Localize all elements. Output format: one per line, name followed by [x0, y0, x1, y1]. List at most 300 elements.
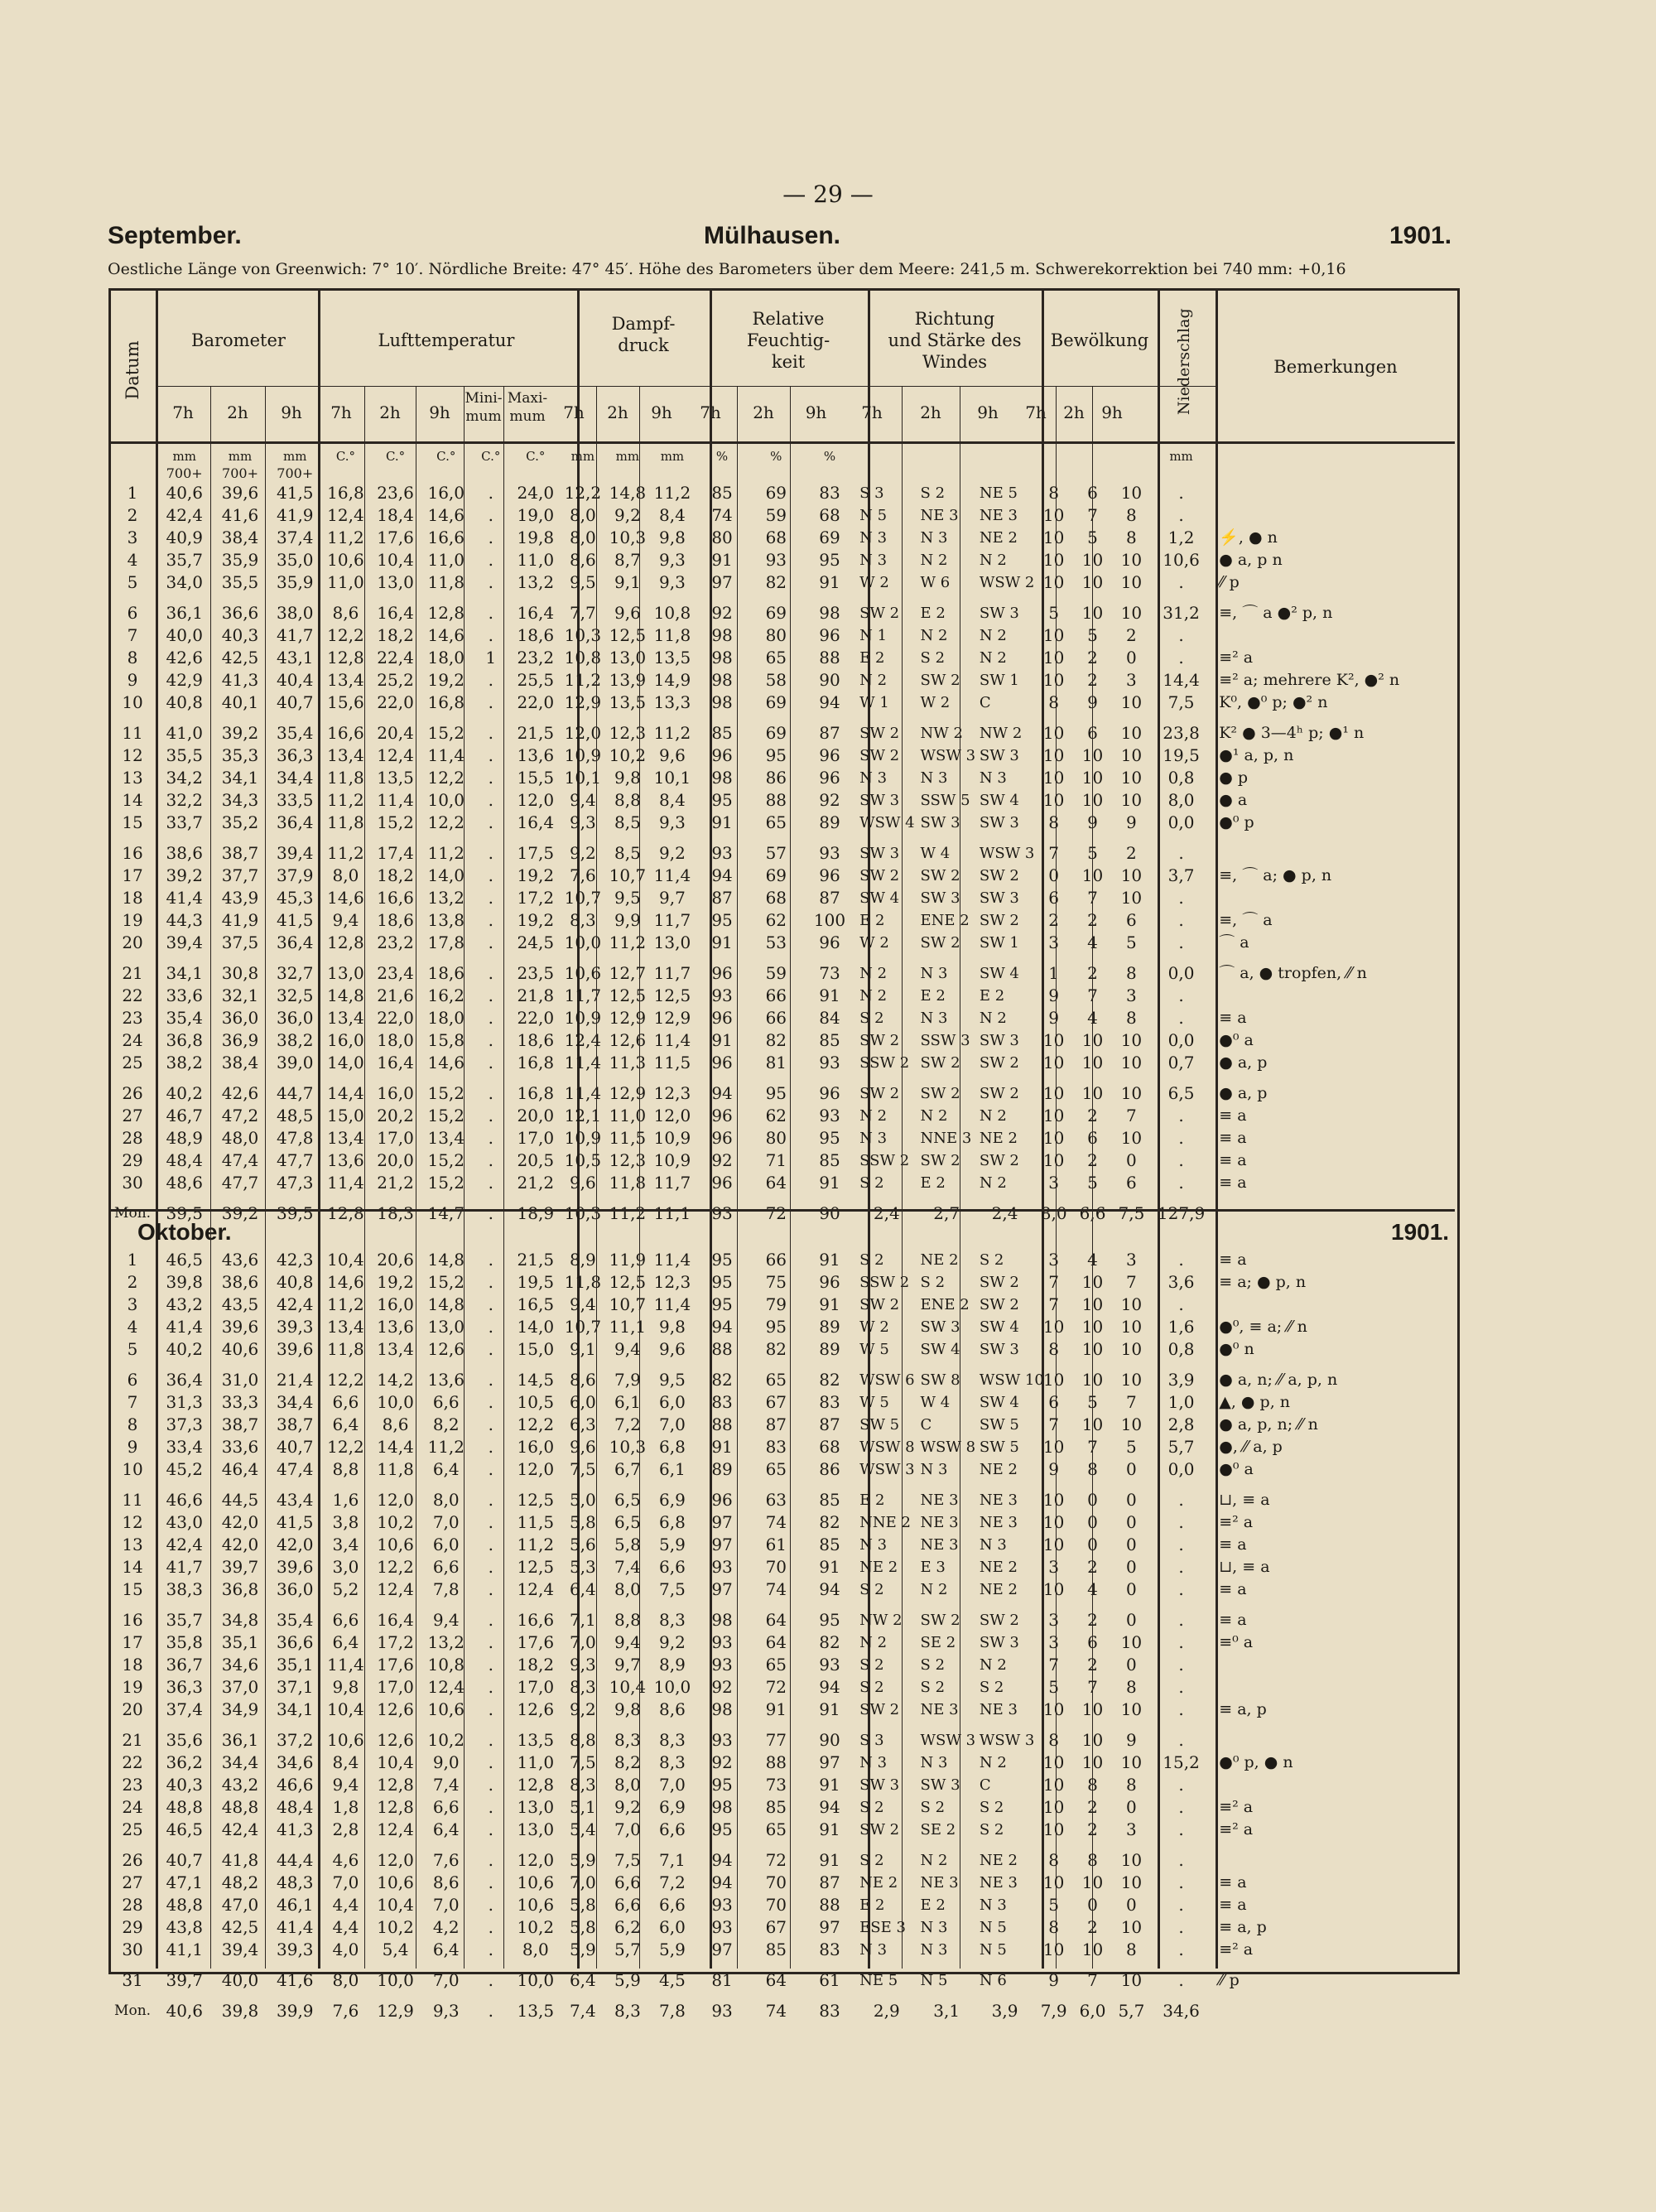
sept-cell-bem: ● a, p [1219, 1053, 1268, 1072]
okt-cell-t7: 2,8 [332, 1819, 359, 1839]
okt-cell-f7: 95 [711, 1250, 733, 1270]
sept-cell-nied: 6,5 [1167, 1083, 1195, 1103]
sept-day-row [108, 985, 1455, 1007]
okt-cell-t9: 6,0 [432, 1535, 460, 1554]
sept-cell-d9: 11,2 [653, 483, 691, 503]
sept-cell-datum: 19 [122, 910, 143, 930]
okt-cell-t2: 10,6 [377, 1535, 414, 1554]
okt-cell-tmin: . [488, 1459, 493, 1479]
okt-cell-w7: WSW 6 [859, 1371, 915, 1389]
sept-cell-w7: S 3 [859, 484, 884, 502]
okt-cell-w2: NE 3 [920, 1514, 959, 1531]
okt-cell-nied: . [1178, 1677, 1184, 1697]
sept-cell-datum: 27 [122, 1106, 143, 1125]
okt-cell-nied: . [1178, 1917, 1184, 1937]
sept-cell-b7: 33,6 [166, 986, 203, 1005]
okt-cell-tmax: 16,6 [517, 1610, 555, 1630]
okt-table [108, 1249, 1455, 2022]
sept-cell-b2: 36,0 [221, 1008, 259, 1028]
okt-cell-tmax: 8,0 [522, 1940, 549, 1959]
sept-cell-b9: 41,5 [277, 483, 314, 503]
sept-cell-c7: 10 [1042, 1150, 1065, 1170]
okt-cell-d7: 5,4 [569, 1819, 596, 1839]
sept-cell-f2: 64 [765, 1173, 787, 1193]
sept-cell-d9: 8,4 [659, 790, 686, 810]
sept-cell-w2: N 2 [920, 552, 948, 569]
okt-cell-d2: 9,2 [614, 1797, 641, 1817]
sept-cell-nied: 1,2 [1167, 528, 1195, 547]
okt-cell-d2: 6,7 [614, 1459, 641, 1479]
okt-cell-c9: 10 [1120, 1317, 1143, 1337]
okt-cell-datum: 28 [122, 1895, 143, 1915]
sept-cell-tmax: 19,0 [517, 505, 555, 525]
okt-cell-tmin: . [488, 1970, 493, 1990]
okt-cell-datum: 14 [122, 1557, 143, 1577]
okt-cell-t9: 8,2 [432, 1414, 460, 1434]
sept-cell-tmin: . [488, 768, 493, 788]
okt-cell-c2: 7 [1087, 1437, 1098, 1457]
okt-day-row [108, 1654, 1455, 1676]
sept-cell-d2: 10,2 [609, 745, 647, 765]
sept-cell-w9: N 2 [979, 1174, 1007, 1192]
sept-cell-c7: 8 [1048, 483, 1060, 503]
sept-cell-datum: 22 [122, 986, 143, 1005]
sept-cell-datum: 30 [122, 1173, 143, 1193]
okt-cell-b7: 39,7 [166, 1970, 203, 1990]
okt-cell-w2: N 2 [920, 1581, 948, 1598]
okt-cell-w2: NE 3 [920, 1536, 959, 1554]
okt-cell-f9: 91 [819, 1699, 840, 1719]
okt-cell-f2: 74 [765, 2001, 787, 2021]
sept-cell-d9: 10,9 [653, 1150, 691, 1170]
okt-cell-f7: 93 [711, 1917, 733, 1937]
station-info: Oestliche Länge von Greenwich: 7° 10′. Nördliche Breite: 47° 45′. Höhe des Barometers über dem Meere: 241,5 m. Schwerekorrektion bei 740 mm: +0,16 [108, 260, 1346, 278]
okt-cell-f2: 64 [765, 1632, 787, 1652]
okt-cell-w2: S 2 [920, 1679, 946, 1696]
sept-cell-b9: 35,9 [277, 572, 314, 592]
sept-cell-t9: 12,2 [427, 768, 465, 788]
subheader-tmax: Maxi- mum [507, 390, 548, 425]
sept-cell-f9: 68 [819, 505, 840, 525]
okt-cell-w2: SW 3 [920, 1776, 960, 1794]
okt-cell-w2: SW 3 [920, 1318, 960, 1336]
okt-cell-c2: 2 [1087, 1655, 1098, 1675]
okt-cell-w9: SW 5 [979, 1439, 1019, 1456]
okt-day-row [108, 1556, 1455, 1578]
okt-cell-f9: 95 [819, 1610, 840, 1630]
sept-cell-f7: 93 [711, 843, 733, 863]
okt-cell-w9: N 5 [979, 1941, 1007, 1959]
sept-cell-tmin: . [488, 1203, 493, 1223]
okt-cell-bem [1211, 1849, 1455, 1872]
okt-cell-w7: WSW 8 [859, 1439, 915, 1456]
sept-cell-d2: 13,9 [609, 670, 647, 690]
okt-cell-datum: 3 [127, 1294, 138, 1314]
okt-cell-b2: 37,0 [221, 1677, 259, 1697]
sept-cell-c2: 7 [1087, 505, 1098, 525]
sept-cell-w2: E 2 [920, 987, 946, 1005]
sept-day-row [108, 692, 1455, 714]
sept-cell-f9: 93 [819, 1106, 840, 1125]
okt-day-row [108, 1609, 1455, 1631]
okt-cell-w7: WSW 3 [859, 1461, 915, 1478]
sept-cell-c7: 10 [1042, 1030, 1065, 1050]
sept-cell-nied: . [1178, 888, 1184, 908]
sept-cell-bem: ⚡, ● n [1219, 528, 1278, 547]
sept-cell-c2: 10 [1081, 768, 1104, 788]
sept-cell-t7: 10,6 [327, 550, 364, 570]
sept-cell-t7: 11,4 [327, 1173, 364, 1193]
okt-cell-bem: ≡² a [1219, 1940, 1254, 1959]
okt-cell-tmax: 15,0 [517, 1339, 555, 1359]
okt-cell-c7: 8 [1048, 1339, 1060, 1359]
sept-cell-datum: 10 [122, 692, 143, 712]
okt-cell-datum: 27 [122, 1872, 143, 1892]
okt-cell-t9: 15,2 [427, 1272, 465, 1292]
sept-cell-tmax: 16,4 [517, 603, 555, 623]
okt-cell-f7: 93 [711, 1730, 733, 1750]
sept-cell-w2: S 2 [920, 649, 946, 667]
okt-cell-bem: ⊔, ≡ a [1219, 1491, 1270, 1509]
okt-cell-d7: 5,8 [569, 1895, 596, 1915]
sept-cell-d7: 10,6 [564, 963, 602, 983]
sept-cell-d7: 10,1 [564, 768, 602, 788]
sept-cell-tmax: 22,0 [517, 1008, 555, 1028]
sept-cell-t7: 14,0 [327, 1053, 364, 1072]
sept-cell-c9: 7,5 [1118, 1203, 1145, 1223]
okt-cell-f9: 82 [819, 1632, 840, 1652]
sept-cell-tmax: 23,2 [517, 648, 555, 667]
okt-cell-t7: 6,4 [332, 1414, 359, 1434]
sept-cell-d7: 7,6 [569, 865, 596, 885]
okt-day-row [108, 1939, 1455, 1961]
sept-cell-tmax: 19,2 [517, 910, 555, 930]
sept-cell-f2: 53 [765, 933, 787, 952]
okt-cell-c2: 2 [1087, 1797, 1098, 1817]
col-bewoelkung: Bewölkung [1050, 330, 1149, 350]
okt-cell-t2: 14,2 [377, 1370, 414, 1390]
okt-cell-c7: 10 [1042, 1490, 1065, 1510]
sept-cell-nied: . [1178, 483, 1184, 503]
okt-cell-c9: 0 [1126, 1797, 1137, 1817]
okt-cell-bem: ≡ a [1219, 1251, 1247, 1269]
sept-cell-t7: 13,4 [327, 745, 364, 765]
sept-cell-d7: 8,6 [569, 550, 596, 570]
sept-cell-c2: 10 [1081, 865, 1104, 885]
okt-cell-b2: 48,2 [221, 1872, 259, 1892]
okt-cell-t7: 9,8 [332, 1677, 359, 1697]
okt-cell-f7: 97 [711, 1579, 733, 1599]
okt-cell-datum: 18 [122, 1655, 143, 1675]
sept-cell-d9: 10,9 [653, 1128, 691, 1148]
okt-cell-tmax: 18,2 [517, 1655, 555, 1675]
sept-cell-bem: ⌒ a [1219, 933, 1249, 952]
sept-cell-w9: NE 3 [979, 507, 1018, 524]
sept-cell-c2: 5 [1087, 843, 1098, 863]
okt-cell-w7: S 2 [859, 1581, 884, 1598]
okt-cell-f2: 91 [765, 1699, 787, 1719]
baro-offset-row: 700+ 700+ 700+ [166, 465, 314, 481]
okt-cell-w2: N 3 [920, 1754, 948, 1771]
sept-cell-f7: 96 [711, 1173, 733, 1193]
sept-cell-b2: 40,3 [221, 625, 259, 645]
sept-day-row [108, 669, 1455, 692]
sept-cell-bem [1211, 482, 1455, 504]
sept-cell-b2: 40,1 [221, 692, 259, 712]
sept-cell-w7: SW 2 [859, 747, 900, 764]
sept-cell-b7: 46,7 [166, 1106, 203, 1125]
sept-cell-w7: SW 2 [859, 1032, 900, 1049]
subheader-tmin: Mini- mum [465, 390, 503, 425]
subheader-b7: 7h [172, 402, 194, 422]
okt-day-row [108, 1338, 1455, 1361]
sept-cell-f7: 98 [711, 648, 733, 667]
sept-cell-tmax: 23,5 [517, 963, 555, 983]
sept-cell-b2: 35,9 [221, 550, 259, 570]
sept-cell-b7: 40,6 [166, 483, 203, 503]
okt-cell-f9: 91 [819, 1250, 840, 1270]
okt-day-row [108, 1414, 1455, 1436]
sept-cell-b9: 41,7 [277, 625, 314, 645]
sept-cell-w2: NW 2 [920, 725, 963, 742]
okt-cell-d2: 7,4 [614, 1557, 641, 1577]
okt-cell-c2: 10 [1081, 1317, 1104, 1337]
okt-day-row [108, 1729, 1455, 1752]
okt-cell-bem: ● a, p, n; ⁄⁄ n [1219, 1415, 1318, 1434]
sept-cell-f2: 95 [765, 1083, 787, 1103]
sept-cell-b9: 36,3 [277, 745, 314, 765]
okt-cell-t9: 6,6 [432, 1797, 460, 1817]
sept-cell-bem: ≡, ⌒ a ●² p, n [1219, 604, 1333, 622]
sept-cell-tmin: . [488, 692, 493, 712]
okt-cell-w9: WSW 10 [979, 1371, 1044, 1389]
sept-cell-t2: 16,6 [377, 888, 414, 908]
sept-cell-bem [1211, 887, 1455, 909]
okt-cell-f9: 94 [819, 1579, 840, 1599]
sept-cell-nied: 23,8 [1163, 723, 1200, 743]
subheader-t7: 7h [330, 402, 352, 422]
sept-cell-b7: 36,1 [166, 603, 203, 623]
sept-cell-d2: 12,3 [609, 1150, 647, 1170]
okt-cell-t2: 17,2 [377, 1632, 414, 1652]
okt-cell-b7: 46,5 [166, 1250, 203, 1270]
okt-cell-tmax: 10,6 [517, 1872, 555, 1892]
sept-cell-d7: 12,1 [564, 1106, 602, 1125]
okt-cell-d2: 10,3 [609, 1437, 647, 1457]
sept-cell-f9: 96 [819, 933, 840, 952]
okt-cell-t2: 10,2 [377, 1512, 414, 1532]
okt-cell-d7: 7,0 [569, 1632, 596, 1652]
sept-day-row [108, 504, 1455, 527]
sept-cell-w7: SW 2 [859, 867, 900, 884]
okt-cell-c2: 10 [1081, 1272, 1104, 1292]
sept-cell-datum: 16 [122, 843, 143, 863]
okt-cell-w7: S 2 [859, 1656, 884, 1674]
okt-cell-b9: 39,9 [277, 2001, 314, 2021]
sept-cell-tmax: 16,8 [517, 1083, 555, 1103]
okt-cell-tmin: . [488, 1490, 493, 1510]
sept-cell-c7: 7 [1048, 843, 1060, 863]
sept-cell-f9: 87 [819, 723, 840, 743]
sept-cell-w9: SW 2 [979, 912, 1019, 929]
sept-cell-d9: 12,3 [653, 1083, 691, 1103]
okt-cell-c7: 5 [1048, 1895, 1060, 1915]
okt-cell-f2: 65 [765, 1459, 787, 1479]
sept-cell-w7: N 3 [859, 769, 888, 787]
okt-cell-f7: 94 [711, 1872, 733, 1892]
okt-day-row [108, 1391, 1455, 1414]
okt-cell-c9: 10 [1120, 1632, 1143, 1652]
okt-cell-c9: 7 [1126, 1392, 1137, 1412]
okt-cell-d7: 8,9 [569, 1250, 596, 1270]
sept-cell-f7: 98 [711, 670, 733, 690]
sept-cell-d2: 14,8 [609, 483, 647, 503]
okt-cell-nied: . [1178, 1850, 1184, 1870]
okt-cell-t2: 16,0 [377, 1294, 414, 1314]
okt-cell-b2: 33,6 [221, 1437, 259, 1457]
okt-cell-c7: 9 [1048, 1970, 1060, 1990]
sept-cell-d9: 10,8 [653, 603, 691, 623]
okt-cell-datum: 19 [122, 1677, 143, 1697]
sept-cell-d9: 9,6 [659, 745, 686, 765]
sept-cell-f2: 80 [765, 625, 787, 645]
sept-cell-b7: 36,8 [166, 1030, 203, 1050]
sept-cell-t2: 18,2 [377, 865, 414, 885]
sept-cell-nied: 7,5 [1167, 692, 1195, 712]
okt-cell-bem: ≡ a [1219, 1611, 1247, 1629]
okt-cell-t7: 10,6 [327, 1730, 364, 1750]
sept-cell-c2: 10 [1081, 745, 1104, 765]
sept-cell-t9: 10,0 [427, 790, 465, 810]
okt-cell-d2: 8,2 [614, 1752, 641, 1772]
okt-cell-w7: NW 2 [859, 1612, 903, 1629]
okt-cell-tmin: . [488, 1317, 493, 1337]
okt-cell-w7: SSW 2 [859, 1274, 910, 1291]
okt-cell-d9: 6,9 [659, 1490, 686, 1510]
sept-cell-tmax: 21,2 [517, 1173, 555, 1193]
okt-cell-w2: N 2 [920, 1852, 948, 1869]
okt-cell-c7: 3 [1048, 1610, 1060, 1630]
sept-cell-w2: N 2 [920, 627, 948, 644]
sept-cell-t9: 11,0 [427, 550, 465, 570]
okt-cell-t7: 8,8 [332, 1459, 359, 1479]
okt-cell-nied: . [1178, 1819, 1184, 1839]
sept-cell-b7: 34,2 [166, 768, 203, 788]
sept-cell-f2: 82 [765, 1030, 787, 1050]
sept-cell-w9: NW 2 [979, 725, 1023, 742]
sept-cell-tmin: . [488, 933, 493, 952]
sept-cell-t7: 11,0 [327, 572, 364, 592]
oktober-year: 1901. [1391, 1219, 1450, 1245]
okt-cell-datum: 11 [122, 1490, 143, 1510]
sept-cell-c7: 8 [1048, 692, 1060, 712]
okt-cell-b2: 47,0 [221, 1895, 259, 1915]
okt-cell-c9: 10 [1120, 1752, 1143, 1772]
okt-day-row [108, 1578, 1455, 1601]
okt-cell-tmin: . [488, 1437, 493, 1457]
okt-cell-b2: 41,8 [221, 1850, 259, 1870]
sept-cell-c9: 5 [1126, 933, 1137, 952]
sept-cell-t7: 11,8 [327, 812, 364, 832]
okt-cell-bem: ≡² a [1219, 1820, 1254, 1839]
okt-cell-b7: 31,3 [166, 1392, 203, 1412]
sept-cell-w2: W 2 [920, 694, 951, 711]
sept-cell-w2: SW 2 [920, 867, 960, 884]
okt-cell-nied: 0,0 [1167, 1459, 1195, 1479]
okt-cell-w2: SE 2 [920, 1634, 956, 1651]
sept-cell-d9: 11,4 [653, 1030, 691, 1050]
okt-cell-d9: 12,3 [653, 1272, 691, 1292]
okt-cell-c2: 8 [1087, 1775, 1098, 1795]
sept-cell-t2: 11,4 [377, 790, 414, 810]
okt-cell-tmax: 21,5 [517, 1250, 555, 1270]
okt-cell-t2: 10,6 [377, 1872, 414, 1892]
okt-cell-t7: 4,4 [332, 1917, 359, 1937]
okt-cell-c9: 10 [1120, 1294, 1143, 1314]
okt-cell-b2: 46,4 [221, 1459, 259, 1479]
okt-cell-b9: 39,3 [277, 1317, 314, 1337]
okt-cell-c7: 9 [1048, 1459, 1060, 1479]
subheader-w9: 9h [977, 402, 999, 422]
okt-cell-c2: 6 [1087, 1632, 1098, 1652]
okt-cell-f9: 91 [819, 1850, 840, 1870]
sept-cell-c2: 5 [1087, 528, 1098, 547]
okt-cell-bem [1211, 1676, 1455, 1699]
okt-cell-f2: 85 [765, 1797, 787, 1817]
sept-cell-w7: N 2 [859, 1107, 888, 1125]
sept-cell-f9: 69 [819, 528, 840, 547]
sept-cell-d2: 8,7 [614, 550, 641, 570]
okt-cell-tmin: . [488, 2001, 493, 2021]
sept-cell-t7: 11,2 [327, 528, 364, 547]
okt-cell-w2: SE 2 [920, 1821, 956, 1839]
sept-cell-f2: 66 [765, 986, 787, 1005]
okt-cell-tmax: 12,6 [517, 1699, 555, 1719]
sept-cell-d2: 12,5 [609, 986, 647, 1005]
sept-cell-f2: 69 [765, 723, 787, 743]
sept-cell-bem: ≡ a [1219, 1151, 1247, 1169]
sept-cell-b2: 34,1 [221, 768, 259, 788]
sept-day-row [108, 1052, 1455, 1074]
col-datum: Datum [123, 340, 142, 400]
okt-cell-b2: 40,0 [221, 1970, 259, 1990]
okt-cell-f9: 96 [819, 1272, 840, 1292]
sept-cell-datum: 9 [127, 670, 138, 690]
okt-cell-d2: 8,3 [614, 2001, 641, 2021]
okt-cell-w2: C [920, 1416, 932, 1434]
okt-cell-t2: 12,9 [377, 2001, 414, 2021]
sept-cell-t7: 14,8 [327, 986, 364, 1005]
okt-cell-b9: 34,6 [277, 1752, 314, 1772]
sept-cell-w9: WSW 3 [979, 845, 1035, 862]
sept-cell-t7: 12,8 [327, 648, 364, 667]
sept-cell-c9: 10 [1120, 603, 1143, 623]
sept-cell-f2: 69 [765, 865, 787, 885]
okt-cell-b9: 43,4 [277, 1490, 314, 1510]
sept-cell-d2: 9,9 [614, 910, 641, 930]
okt-cell-f9: 86 [819, 1459, 840, 1479]
sept-cell-d2: 9,6 [614, 603, 641, 623]
okt-cell-tmax: 11,5 [517, 1512, 555, 1532]
okt-cell-d7: 6,3 [569, 1414, 596, 1434]
okt-cell-w2: ENE 2 [920, 1296, 970, 1313]
sept-cell-w2: S 2 [920, 484, 946, 502]
okt-cell-b7: 40,6 [166, 2001, 203, 2021]
okt-cell-datum: 20 [122, 1699, 143, 1719]
okt-cell-t2: 20,6 [377, 1250, 414, 1270]
sept-cell-c7: 10 [1042, 572, 1065, 592]
sept-cell-f7: 93 [711, 986, 733, 1005]
